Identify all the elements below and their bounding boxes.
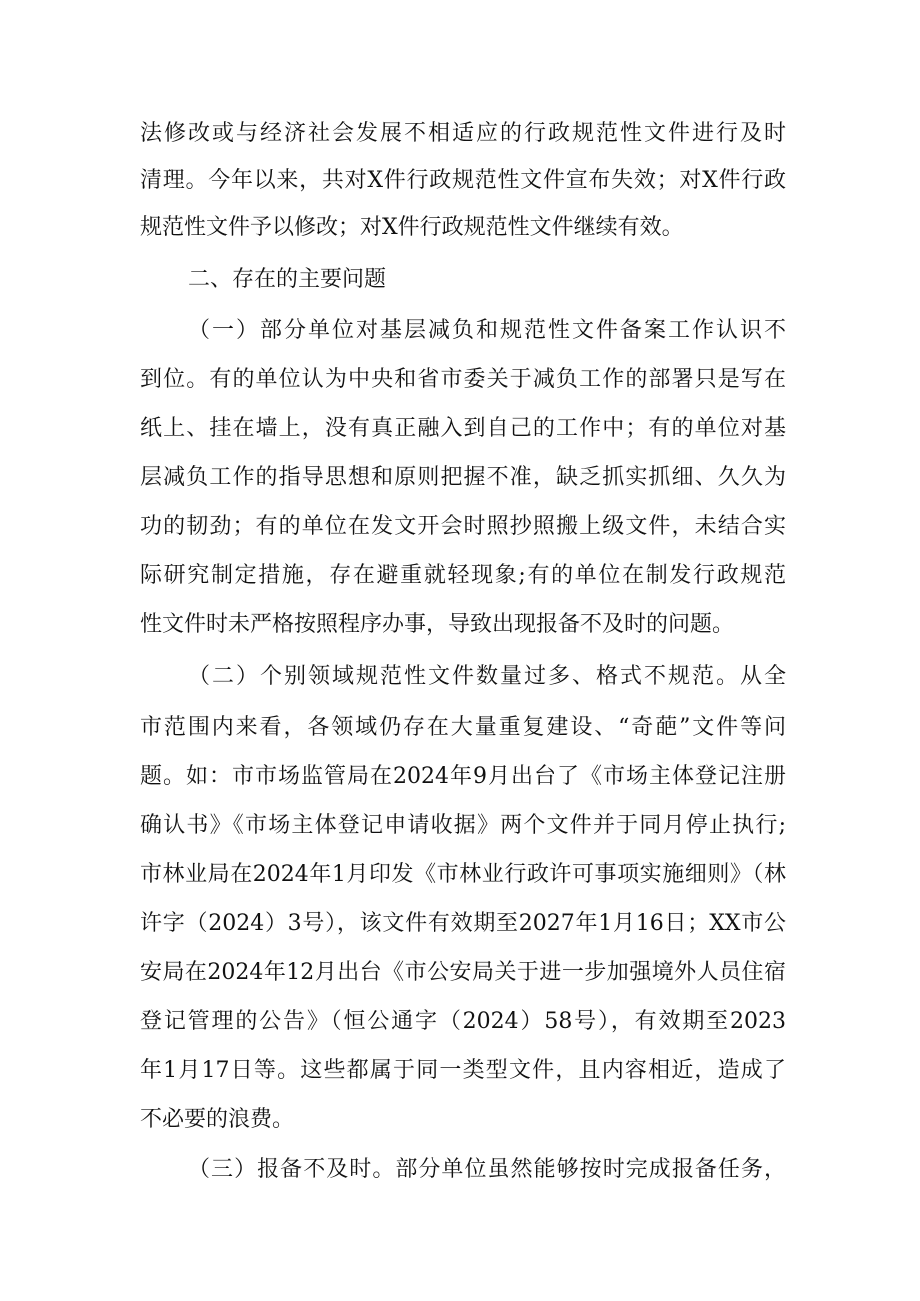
paragraph-line: 许字（2024）3号），该文件有效期至2027年1月16日；XX市公 <box>140 911 786 936</box>
paragraph-line: 法修改或与经济社会发展不相适应的行政规范性文件进行及时 <box>140 121 786 146</box>
paragraph-line: 性文件时未严格按照程序办事，导致出现报备不及时的问题。 <box>140 612 735 637</box>
paragraph-line: 规范性文件予以修改；对X件行政规范性文件继续有效。 <box>140 215 684 240</box>
paragraph-line: 安局在2024年12月出台《市公安局关于进一步加强境外人员住宿 <box>140 960 786 985</box>
subsection-heading-line: （二）个别领域规范性文件数量过多、格式不规范。从全 <box>188 664 786 689</box>
paragraph-line: 年1月17日等。这些都属于同一类型文件，且内容相近，造成了 <box>140 1058 786 1083</box>
subsection-heading-line: （三）报备不及时。部分单位虽然能够按时完成报备任务， <box>188 1157 786 1182</box>
paragraph-line: 清理。今年以来，共对X件行政规范性文件宣布失效；对X件行政 <box>140 168 786 193</box>
paragraph-line: 功的韧劲；有的单位在发文开会时照抄照搬上级文件，未结合实 <box>140 514 786 539</box>
paragraph-line: 市范围内来看，各领域仍存在大量重复建设、“奇葩”文件等问 <box>140 715 786 740</box>
subsection-heading-line: （一）部分单位对基层减负和规范性文件备案工作认识不 <box>188 318 786 343</box>
paragraph-line: 题。如：市市场监管局在2024年9月出台了《市场主体登记注册 <box>140 764 786 789</box>
section-heading: 二、存在的主要问题 <box>188 267 387 292</box>
paragraph-line: 确认书》《市场主体登记申请收据》两个文件并于同月停止执行; <box>140 813 786 838</box>
paragraph-line: 际研究制定措施，存在避重就轻现象;有的单位在制发行政规范 <box>140 563 786 588</box>
paragraph-line: 不必要的浪费。 <box>140 1107 295 1132</box>
paragraph-line: 到位。有的单位认为中央和省市委关于减负工作的部署只是写在 <box>140 367 786 392</box>
paragraph-line: 登记管理的公告》（恒公通字（2024）58号），有效期至2023 <box>140 1009 786 1034</box>
paragraph-line: 纸上、挂在墙上，没有真正融入到自己的工作中；有的单位对基 <box>140 416 786 441</box>
paragraph-line: 层减负工作的指导思想和原则把握不准，缺乏抓实抓细、久久为 <box>140 465 786 490</box>
paragraph-line: 市林业局在2024年1月印发《市林业行政许可事项实施细则》（林 <box>140 862 786 887</box>
